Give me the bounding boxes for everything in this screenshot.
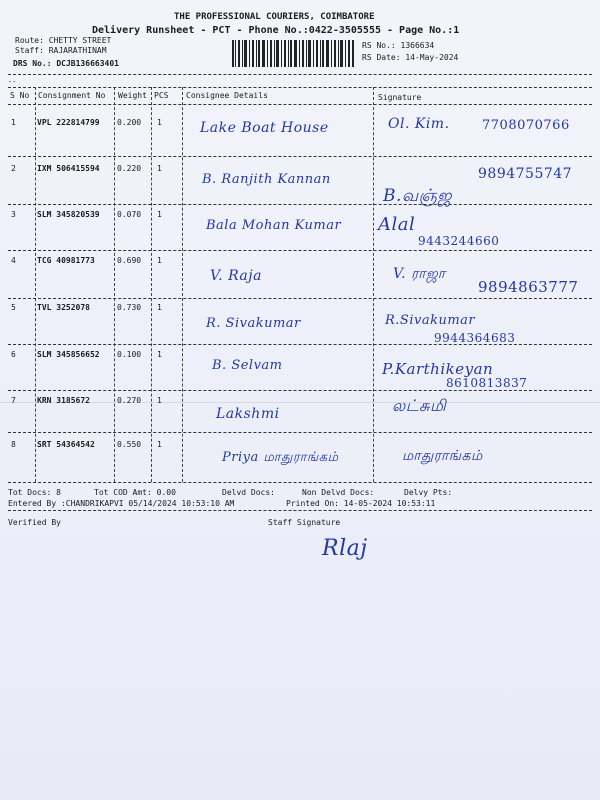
- row-divider: [8, 250, 592, 251]
- row-sno: 1: [11, 118, 16, 127]
- row-pcs: 1: [157, 164, 162, 173]
- row-consignment: IXM 506415594: [37, 164, 100, 173]
- row-signature: R.Sivakumar: [385, 313, 476, 328]
- col-details: Consignee Details: [186, 91, 268, 100]
- row-consignee: B. Ranjith Kannan: [202, 172, 331, 187]
- row-consignee: Bala Mohan Kumar: [206, 218, 342, 233]
- col-consignment: Consignment No: [38, 91, 106, 100]
- row-signature: Ol. Kim.: [388, 116, 450, 132]
- row-phone: 9894863777: [478, 278, 579, 296]
- staff-signature-label: Staff Signature: [268, 518, 341, 527]
- row-pcs: 1: [157, 256, 162, 265]
- col-signature: Signature: [378, 93, 422, 102]
- row-divider: [8, 344, 592, 345]
- row-signature: லட்சுமி: [392, 396, 447, 415]
- company-name: THE PROFESSIONAL COURIERS, COIMBATORE: [174, 12, 375, 22]
- row-pcs: 1: [157, 350, 162, 359]
- rs-number: RS No.: 1366634: [362, 41, 435, 50]
- col-line: [151, 87, 152, 482]
- row-weight: 0.200: [117, 118, 142, 127]
- col-sno: S No: [10, 91, 30, 100]
- row-consignee: Lakshmi: [216, 406, 280, 422]
- row-signature: P.Karthikeyan: [382, 360, 494, 378]
- row-pcs: 1: [157, 440, 162, 449]
- delivered-docs: Delvd Docs:: [222, 488, 275, 497]
- divider-header-top: [8, 87, 592, 88]
- row-phone: 9944364683: [434, 331, 516, 345]
- row-consignee: B. Selvam: [212, 358, 283, 373]
- row-signature: V. ராஜா: [393, 266, 446, 282]
- divider-top: [8, 74, 592, 75]
- row-consignment: SLM 345856652: [37, 350, 100, 359]
- row-consignment: KRN 3185672: [37, 396, 90, 405]
- row-weight: 0.100: [117, 350, 142, 359]
- row-phone: 7708070766: [482, 118, 570, 133]
- route-label: Route: CHETTY STREET: [15, 36, 112, 45]
- row-divider: [8, 204, 592, 205]
- row-weight: 0.690: [117, 256, 142, 265]
- divider-header-bottom: [8, 104, 592, 105]
- row-phone: 8610813837: [446, 376, 528, 390]
- row-sno: 4: [11, 256, 16, 265]
- row-pcs: 1: [157, 118, 162, 127]
- row-pcs: 1: [157, 396, 162, 405]
- runsheet-title: Delivery Runsheet - PCT - Phone No.:0422-3505555 - Page No.:1: [92, 25, 460, 36]
- total-cod-amount: Tot COD Amt: 0.00: [94, 488, 176, 497]
- row-consignee: V. Raja: [210, 268, 262, 284]
- verified-by-label: Verified By: [8, 518, 61, 527]
- non-delivered-docs: Non Delvd Docs:: [302, 488, 375, 497]
- dash-mark: --: [8, 78, 17, 86]
- row-pcs: 1: [157, 210, 162, 219]
- barcode-image: [232, 40, 354, 67]
- row-sno: 5: [11, 303, 16, 312]
- row-weight: 0.550: [117, 440, 142, 449]
- row-signature: B.வஞ்ஜ: [383, 186, 453, 206]
- row-consignment: TVL 3252078: [37, 303, 90, 312]
- row-consignee: Lake Boat House: [200, 120, 329, 136]
- staff-signature-scribble: Rlaj: [322, 536, 368, 561]
- row-signature: Alal: [378, 214, 416, 235]
- entered-by: Entered By :CHANDRIKAPVI 05/14/2024 10:53:10 AM: [8, 499, 235, 508]
- row-weight: 0.220: [117, 164, 142, 173]
- col-line: [182, 87, 183, 482]
- row-phone: 9894755747: [478, 166, 573, 182]
- row-divider: [8, 156, 592, 157]
- row-weight: 0.070: [117, 210, 142, 219]
- row-sno: 3: [11, 210, 16, 219]
- row-weight: 0.270: [117, 396, 142, 405]
- col-line: [373, 87, 374, 482]
- row-pcs: 1: [157, 303, 162, 312]
- col-line: [114, 87, 115, 482]
- row-divider: [8, 390, 592, 391]
- row-consignment: TCG 40981773: [37, 256, 95, 265]
- col-pcs: PCS: [154, 91, 169, 100]
- row-weight: 0.730: [117, 303, 142, 312]
- row-divider: [8, 298, 592, 299]
- row-sno: 7: [11, 396, 16, 405]
- rs-date: RS Date: 14-May-2024: [362, 53, 459, 62]
- delivery-points: Delvy Pts:: [404, 488, 453, 497]
- row-signature: மாதுராங்கம்: [402, 448, 483, 464]
- divider-table-bottom: [8, 482, 592, 483]
- row-consignment: VPL 222814799: [37, 118, 100, 127]
- paper-fold-line: [0, 402, 600, 403]
- row-phone: 9443244660: [418, 234, 500, 248]
- total-docs: Tot Docs: 8: [8, 488, 61, 497]
- staff-label: Staff: RAJARATHINAM: [15, 46, 107, 55]
- printed-on: Printed On: 14-05-2024 10:53:11: [286, 499, 436, 508]
- row-consignee: Priya மாதுராங்கம்: [222, 450, 339, 465]
- row-consignee: R. Sivakumar: [206, 316, 301, 331]
- row-consignment: SRT 54364542: [37, 440, 95, 449]
- drs-number: DRS No.: DCJB136663401: [13, 59, 119, 68]
- row-sno: 2: [11, 164, 16, 173]
- col-weight: Weight: [118, 91, 147, 100]
- row-sno: 8: [11, 440, 16, 449]
- row-sno: 6: [11, 350, 16, 359]
- divider-footer: [8, 510, 592, 511]
- row-divider: [8, 432, 592, 433]
- col-line: [35, 87, 36, 482]
- row-consignment: SLM 345820539: [37, 210, 100, 219]
